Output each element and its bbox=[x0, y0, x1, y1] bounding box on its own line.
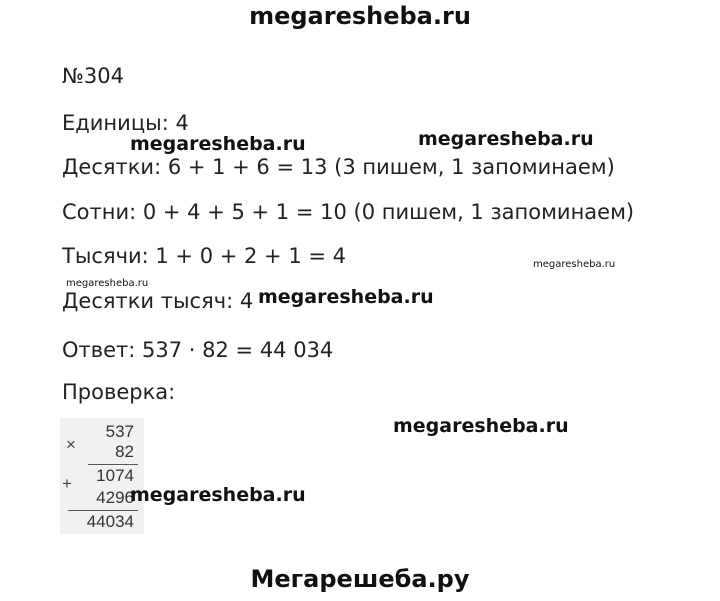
multiply-sign: × bbox=[66, 435, 76, 454]
watermark-small: megaresheba.ru bbox=[66, 278, 149, 289]
final-product: 44034 bbox=[86, 512, 134, 531]
line-hundreds: Сотни: 0 + 4 + 5 + 1 = 10 (0 пишем, 1 запоминаем) bbox=[62, 200, 635, 224]
problem-number: №304 bbox=[62, 64, 124, 88]
site-header: megaresheba.ru bbox=[249, 2, 471, 30]
answer-line: Ответ: 537 · 82 = 44 034 bbox=[62, 338, 334, 362]
partial-product-1: 1074 bbox=[96, 466, 134, 485]
sum-divider bbox=[68, 510, 138, 511]
multiplicand: 537 bbox=[105, 422, 134, 441]
line-units: Единицы: 4 bbox=[62, 111, 189, 135]
line-thousands: Тысячи: 1 + 0 + 2 + 1 = 4 bbox=[62, 244, 346, 268]
plus-sign: + bbox=[62, 474, 72, 493]
partial-product-2: 4296 bbox=[96, 488, 134, 507]
line-tens: Десятки: 6 + 1 + 6 = 13 (3 пишем, 1 запоминаем) bbox=[62, 155, 615, 179]
watermark: megaresheba.ru bbox=[418, 128, 594, 150]
line-ten-thousands: Десятки тысяч: 4 bbox=[62, 289, 254, 313]
watermark: megaresheba.ru bbox=[393, 415, 569, 437]
watermark-small: megaresheba.ru bbox=[533, 259, 616, 270]
site-footer: Мегарешеба.ру bbox=[250, 565, 470, 593]
column-multiplication bbox=[60, 418, 144, 534]
watermark: megaresheba.ru bbox=[258, 286, 434, 308]
product-divider bbox=[88, 464, 138, 465]
multiplier: 82 bbox=[115, 442, 134, 461]
check-label: Проверка: bbox=[62, 380, 176, 404]
watermark: megaresheba.ru bbox=[130, 484, 306, 506]
watermark: megaresheba.ru bbox=[130, 133, 306, 155]
